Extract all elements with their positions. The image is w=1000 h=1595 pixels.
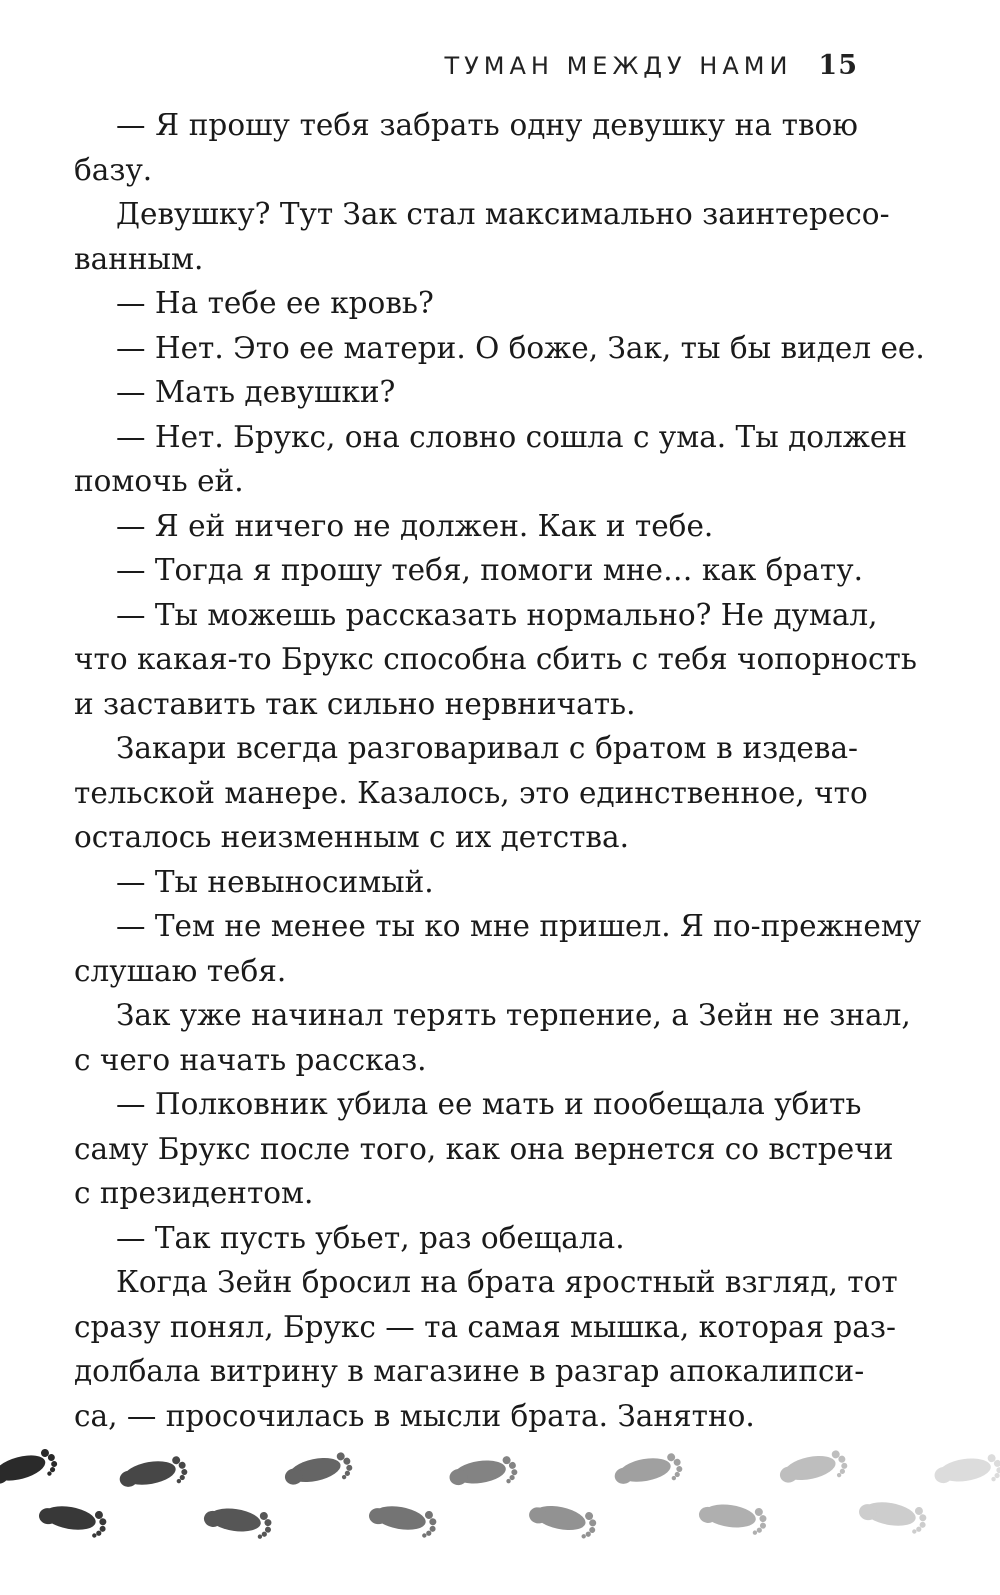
footprint-right bbox=[697, 1500, 768, 1536]
footprint-left bbox=[282, 1451, 354, 1492]
text-line: что какая-то Брукс способна сбить с тебя чопорность bbox=[74, 642, 917, 676]
footprint-left bbox=[777, 1449, 849, 1490]
text-line: тельской манере. Казалось, это единственное, что bbox=[74, 775, 868, 810]
text-line: долбала витрину в магазине в разгар апокалипси- bbox=[74, 1354, 865, 1388]
text-line: — Мать девушки? bbox=[116, 375, 396, 409]
footprint-left bbox=[0, 1448, 60, 1491]
body-text bbox=[74, 103, 925, 1438]
footprint-right bbox=[202, 1504, 273, 1540]
page-number: 15 bbox=[818, 50, 858, 81]
text-line: — Ты невыносимый. bbox=[116, 864, 434, 899]
text-line: Зак уже начинал терять терпение, а Зейн не знал, bbox=[116, 998, 911, 1032]
running-header bbox=[444, 50, 858, 81]
footprint-right bbox=[37, 1501, 109, 1540]
footprint-right bbox=[857, 1497, 929, 1536]
text-line: — Нет. Это ее матери. О боже, Зак, ты бы видел ее. bbox=[116, 330, 925, 365]
text-line: — Тем не менее ты ко мне пришел. Я по-прежнему bbox=[116, 909, 922, 943]
footprint-left bbox=[117, 1455, 189, 1494]
text-line: — Я ей ничего не должен. Как и тебе. bbox=[116, 508, 714, 543]
text-line: — Тогда я прошу тебя, помоги мне… как брату. bbox=[116, 553, 863, 587]
text-line: — Я прошу тебя забрать одну девушку на твою bbox=[116, 108, 858, 142]
footprints-decoration bbox=[0, 1448, 1000, 1568]
footprint-left bbox=[933, 1453, 1000, 1489]
text-line: осталось неизменным с их детства. bbox=[74, 820, 629, 854]
running-title: ТУМАН МЕЖДУ НАМИ bbox=[444, 52, 793, 80]
text-line: — На тебе ее кровь? bbox=[116, 286, 434, 320]
footprint-left bbox=[612, 1452, 684, 1491]
text-line: — Полковник убила ее мать и пообещала убить bbox=[116, 1087, 862, 1121]
text-line: ванным. bbox=[74, 241, 204, 276]
text-line: са, — просочилась в мысли брата. Занятно. bbox=[74, 1398, 755, 1433]
text-line: Закари всегда разговаривал с братом в издева- bbox=[116, 731, 858, 765]
footprint-right bbox=[527, 1500, 599, 1541]
footprint-left bbox=[448, 1455, 519, 1491]
text-line: помочь ей. bbox=[74, 464, 244, 498]
text-line: базу. bbox=[74, 152, 153, 187]
text-line: с чего начать рассказ. bbox=[74, 1042, 427, 1077]
text-line: — Так пусть убьет, раз обещала. bbox=[116, 1220, 625, 1255]
text-line: слушаю тебя. bbox=[74, 953, 287, 988]
text-line: — Ты можешь рассказать нормально? Не думал, bbox=[116, 597, 878, 632]
footprints-icon bbox=[0, 1448, 1000, 1568]
text-line: Когда Зейн бросил на брата яростный взгляд, тот bbox=[116, 1265, 898, 1299]
text-line: Девушку? Тут Зак стал максимально заинтересо- bbox=[116, 197, 890, 231]
text-line: и заставить так сильно нервничать. bbox=[74, 686, 636, 721]
text-line: с президентом. bbox=[74, 1176, 314, 1210]
text-line: — Нет. Брукс, она словно сошла с ума. Ты должен bbox=[116, 419, 907, 454]
text-line: саму Брукс после того, как она вернется со встречи bbox=[74, 1131, 894, 1166]
text-line: сразу понял, Брукс — та самая мышка, которая раз- bbox=[74, 1309, 896, 1344]
footprint-right bbox=[367, 1501, 439, 1540]
